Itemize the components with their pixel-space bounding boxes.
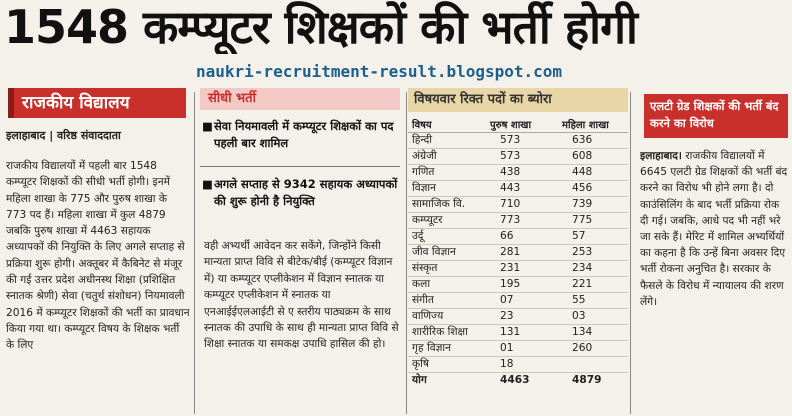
bullet-text: अगले सप्ताह से 9342 सहायक अध्यापकों की शुरू होनी है नियुक्ति [214,177,398,208]
column-divider [406,92,407,414]
female-branch-cell: 456 [558,180,628,196]
column-header: विषय [408,116,486,132]
female-branch-cell: 775 [558,212,628,228]
column-sidhi-bharti [196,86,406,416]
vacancy-table-panel [408,86,628,416]
vacancy-table [408,116,628,388]
subject-cell: अंग्रेजी [408,148,486,164]
table-row [408,324,628,340]
highlight-bullet [202,118,402,158]
column-header: पुरुष शाखा [486,116,558,132]
bullet-icon: ■ [202,177,213,191]
table-row [408,164,628,180]
table-row [408,292,628,308]
subject-cell: योग [412,374,427,387]
female-branch-cell: 636 [558,132,628,148]
male-branch-cell: 281 [486,244,558,260]
subject-cell: वाणिज्य [408,308,486,324]
article-body [640,148,790,414]
table-row [408,340,628,356]
female-branch-cell: 55 [558,292,628,308]
table-row [408,276,628,292]
table-total-row [408,372,628,388]
table-row [408,212,628,228]
male-branch-cell: 573 [486,132,558,148]
subject-cell: गणित [408,164,486,180]
male-branch-cell: 23 [486,308,558,324]
male-branch-cell: 131 [486,324,558,340]
male-branch-cell: 231 [486,260,558,276]
subject-cell: संगीत [408,292,486,308]
subject-cell: संस्कृत [408,260,486,276]
column-divider [194,92,195,414]
table-row [408,244,628,260]
table-title: विषयवार रिक्त पदों का ब्योरा [408,88,628,112]
male-branch-cell: 773 [486,212,558,228]
bullet-icon: ■ [202,119,213,133]
subject-cell: सामाजिक वि. [408,196,486,212]
female-branch-cell: 221 [558,276,628,292]
female-branch-cell [558,356,628,372]
female-branch-cell: 253 [558,244,628,260]
female-branch-cell: 739 [558,196,628,212]
section-header: एलटी ग्रेड शिक्षकों की भर्ती बंद करने का विरोध [644,94,788,138]
table-header-row [408,116,628,132]
article-text: राजकीय विद्यालयों में 6645 एलटी ग्रेड शिक्षकों की भर्ती बंद करने का विरोध भी होने लगा है। दो काउंसिलिंग के बाद भर्ती प्रक्रिया रोक दी गई। जबकि, आधे पद भी नहीं भरे जा सके हैं। मेरिट में शामिल अभ्यर्थियों का कहना है कि उन्हें बिना अवसर दिए भर्ती रोकना अनुचित है। सरकार के फैसले के विरोध में न्यायालय की शरण लेंगे। [640,150,788,308]
female-branch-cell: 260 [558,340,628,356]
female-branch-cell: 134 [558,324,628,340]
female-branch-cell: 234 [558,260,628,276]
column-header: महिला शाखा [558,116,628,132]
female-branch-cell: 57 [558,228,628,244]
male-branch-cell: 4463 [500,374,530,387]
watermark-url: naukri-recruitment-result.blogspot.com [196,62,563,81]
male-branch-cell: 443 [486,180,558,196]
subject-cell: जीव विज्ञान [408,244,486,260]
female-branch-cell: 4879 [572,374,602,387]
male-branch-cell: 195 [486,276,558,292]
column-lt-grade-virodh [632,84,792,416]
page-headline: 1548 कम्प्यूटर शिक्षकों की भर्ती होगी [4,0,637,54]
divider [200,166,400,167]
female-branch-cell: 03 [558,308,628,324]
article-body: वही अभ्यर्थी आवेदन कर सकेंगे, जिन्होंने किसी मान्यता प्राप्त विवि से बीटेक/बीई (कम्प्यूटर विज्ञान में) या कम्प्यूटर एप्लीकेशन में विज्ञान स्नातक या कम्प्यूटर एप्लीकेशन में स्नातक या एनआईईएलआईटी से ए स्तरीय पाठ्यक्रम के साथ स्नातक की उपाधि के साथ ही मान्यता प्राप्त विवि से शिक्षा स्नातक या समकक्ष उपाधि हासिल की हो। [204,240,399,351]
subject-cell: उर्दू [408,228,486,244]
table-row [408,148,628,164]
male-branch-cell: 07 [486,292,558,308]
bullet-text: सेवा नियमावली में कम्प्यूटर शिक्षकों का पद पहली बार शामिल [214,119,394,150]
dateline: इलाहाबाद। [640,150,682,162]
column-divider [630,92,631,414]
table-row [408,196,628,212]
male-branch-cell: 18 [486,356,558,372]
subject-cell: कला [408,276,486,292]
subject-cell: कृषि [408,356,486,372]
table-row [408,132,628,148]
table-row [408,308,628,324]
section-label: राजकीय विद्यालय [8,88,186,118]
female-branch-cell: 608 [558,148,628,164]
article-body: राजकीय विद्यालयों में पहली बार 1548 कम्प्यूटर शिक्षकों की सीधी भर्ती होगी। इनमें महिला शाखा के 775 और पुरुष शाखा के 773 पद हैं। महिला शाखा में कुल 4879 जबकि पुरुष शाखा में 4463 सहायक अध्यापकों की नियुक्ति के लिए अगले सप्ताह से प्रक्रिया शुरू होगी। अक्तूबर में कैबिनेट से मंजूर की गई उत्तर प्रदेश अधीनस्थ शिक्षा (प्रशिक्षित स्नातक श्रेणी) सेवा (चतुर्थ संशोधन) नियमावली 2016 में कम्प्यूटर शिक्षकों की भर्ती का प्रावधान किया गया था। कम्प्यूटर विषय के शिक्षक भर्ती के लिए [6,160,190,352]
subject-cell: गृह विज्ञान [408,340,486,356]
male-branch-cell: 66 [486,228,558,244]
column-rajkiya-vidyalaya [0,84,192,416]
subject-cell: शारीरिक शिक्षा [408,324,486,340]
table-row [408,180,628,196]
male-branch-cell: 710 [486,196,558,212]
male-branch-cell: 573 [486,148,558,164]
table-row [408,356,628,372]
male-branch-cell: 438 [486,164,558,180]
section-header: सीधी भर्ती [200,88,400,110]
highlight-bullet [202,176,402,218]
subject-cell: हिन्दी [408,132,486,148]
male-branch-cell: 01 [486,340,558,356]
table-row [408,260,628,276]
table-row [408,228,628,244]
subject-cell: विज्ञान [408,180,486,196]
byline: इलाहाबाद | वरिष्ठ संवाददाता [6,129,121,142]
female-branch-cell: 448 [558,164,628,180]
subject-cell: कम्प्यूटर [408,212,486,228]
